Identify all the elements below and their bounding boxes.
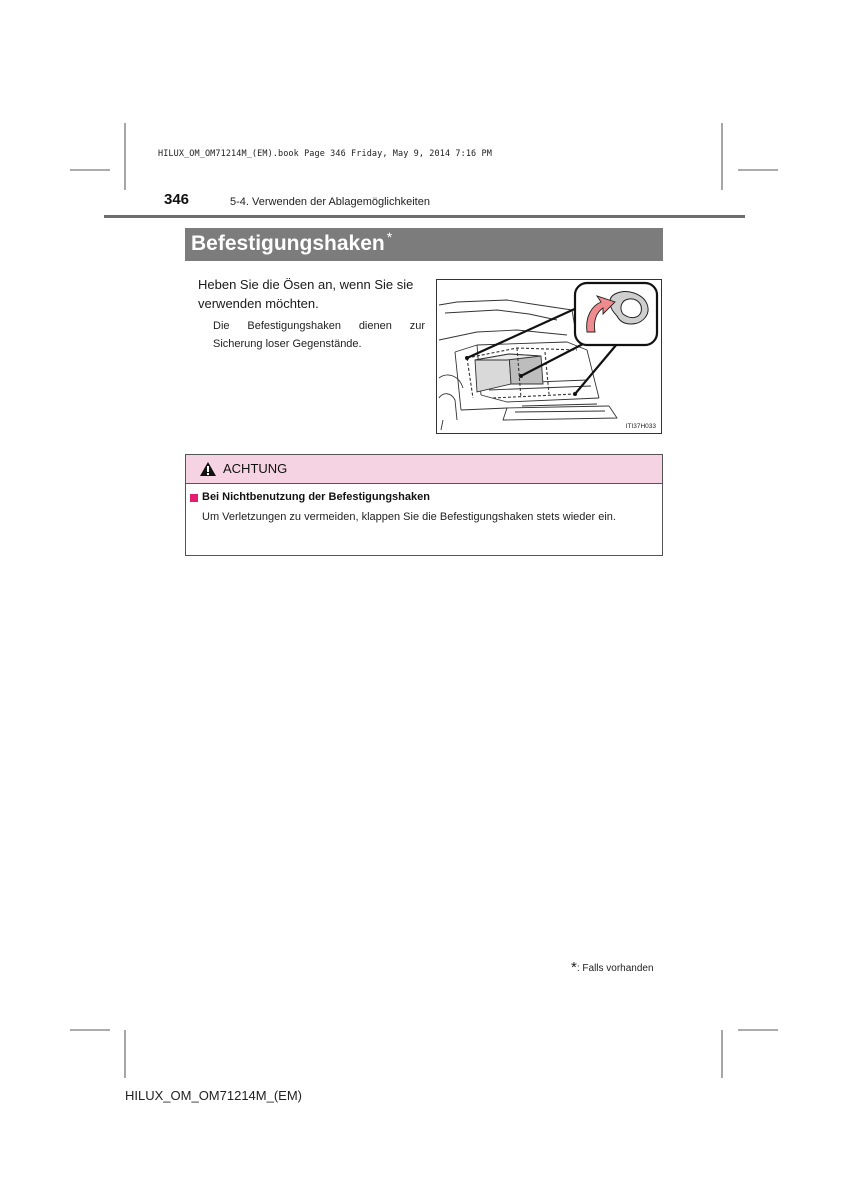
caution-header xyxy=(186,455,662,484)
caution-box xyxy=(185,454,663,556)
caution-body: Um Verletzungen zu vermeiden, klappen Sie die Befestigungshaken stets wieder ein. xyxy=(202,511,616,523)
caution-bullet-square xyxy=(190,494,198,502)
section-label: 5-4. Verwenden der Ablagemöglichkeiten xyxy=(230,196,430,208)
warning-icon xyxy=(199,461,217,477)
intro-sub-text: Die Befestigungshaken dienen zur Sicherung loser Gegenstände. xyxy=(213,320,425,350)
page-title xyxy=(191,229,393,256)
caution-heading: Bei Nichtbenutzung der Befestigungshaken xyxy=(202,491,430,503)
footnote-marker: * xyxy=(571,959,577,976)
figure-code: ITI37H033 xyxy=(625,423,656,430)
footer-document-code: HILUX_OM_OM71214M_(EM) xyxy=(125,1088,302,1103)
page-number: 346 xyxy=(164,191,190,208)
caution-title: ACHTUNG xyxy=(223,461,288,476)
intro-main-text: Heben Sie die Ösen an, wenn Sie sie verwenden möchten. xyxy=(198,277,414,311)
print-header: HILUX_OM_OM71214M_(EM).book Page 346 Friday, May 9, 2014 7:16 PM xyxy=(158,149,492,159)
footnote-text: : Falls vorhanden xyxy=(576,963,654,974)
header-rule xyxy=(104,215,745,218)
section-title-bar xyxy=(185,228,663,261)
footnote xyxy=(571,959,654,976)
page-title-text: Befestigungshaken xyxy=(191,232,385,255)
pickup-bed-illustration xyxy=(437,280,661,433)
title-footnote-marker: * xyxy=(386,229,393,245)
tie-down-hook-figure xyxy=(436,279,662,434)
